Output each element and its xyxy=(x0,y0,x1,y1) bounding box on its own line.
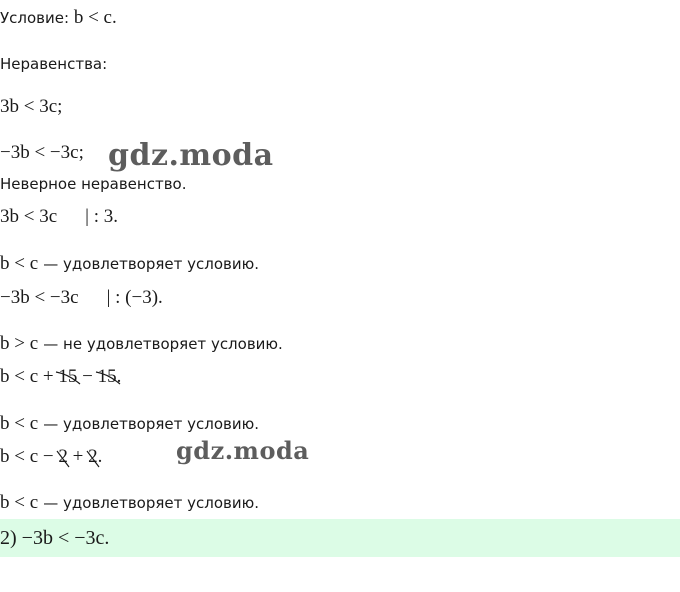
step-4 xyxy=(0,446,102,468)
wrong-inequality-note: Неверное неравенство. xyxy=(0,175,187,193)
inequality-1: 3b < 3c; xyxy=(0,96,63,117)
step-2 xyxy=(0,287,163,309)
result-4-expr: b < c xyxy=(0,492,39,513)
step-1-expr: 3b < 3c xyxy=(0,206,58,227)
step-3-mid: − xyxy=(77,366,98,387)
result-4-text: — удовлетворяет условию. xyxy=(43,494,260,512)
step-2-expr: −3b < −3c xyxy=(0,287,79,308)
answer-line: 2) −3b < −3c. xyxy=(0,527,110,549)
cancelled-term-1: 15 xyxy=(58,366,77,388)
result-2 xyxy=(0,333,283,355)
result-2-expr: b > c xyxy=(0,333,39,354)
step-4-end: . xyxy=(97,446,103,467)
condition-label: Условие: xyxy=(0,9,70,27)
step-3 xyxy=(0,366,121,388)
step-4-mid: + xyxy=(67,446,89,467)
result-3 xyxy=(0,413,259,435)
cancelled-term-4: 2 xyxy=(88,446,98,468)
result-3-text: — удовлетворяет условию. xyxy=(43,415,260,433)
cancelled-term-3: 2 xyxy=(58,446,68,468)
inequalities-header: Неравенства: xyxy=(0,55,108,73)
step-1 xyxy=(0,206,118,228)
watermark-top: gdz.moda xyxy=(108,138,274,173)
cancel-stroke-icon xyxy=(56,448,72,470)
cancelled-term-2: 15 xyxy=(98,366,117,388)
condition-expr: b < c. xyxy=(73,7,117,28)
cancel-stroke-icon xyxy=(96,368,122,388)
step-3-end: . xyxy=(116,366,122,387)
watermark-bottom: gdz.moda xyxy=(176,436,310,465)
result-2-text: — не удовлетворяет условию. xyxy=(43,335,283,353)
step-3-lhs: b < c + xyxy=(0,366,59,387)
result-1-expr: b < c xyxy=(0,253,39,274)
result-1-text: — удовлетворяет условию. xyxy=(43,255,260,273)
cancel-stroke-icon xyxy=(86,448,102,470)
condition-line xyxy=(0,7,117,29)
result-3-expr: b < c xyxy=(0,413,39,434)
step-2-op: | : (−3). xyxy=(106,287,163,308)
cancel-stroke-icon xyxy=(56,368,82,388)
result-4 xyxy=(0,492,259,514)
inequality-2: −3b < −3c; xyxy=(0,142,84,163)
step-1-op: | : 3. xyxy=(85,206,118,227)
step-4-lhs: b < c − xyxy=(0,446,59,467)
result-1 xyxy=(0,253,259,275)
